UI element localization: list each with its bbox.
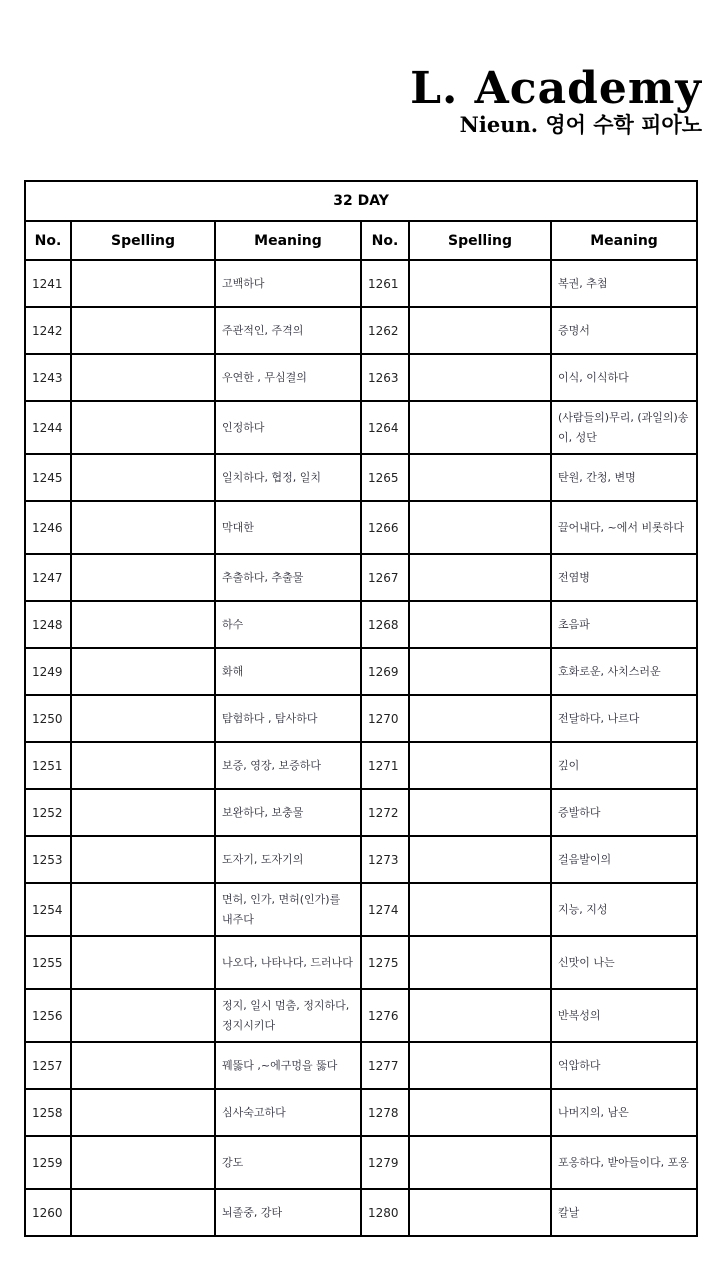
right-number-cell: 1279 [361, 1136, 409, 1189]
table-row [25, 648, 697, 695]
left-number-cell: 1255 [25, 936, 71, 989]
left-number-cell: 1244 [25, 401, 71, 454]
table-row [25, 989, 697, 1042]
right-spelling-cell [409, 601, 551, 648]
left-meaning-cell: 뇌졸중, 강타 [215, 1189, 361, 1236]
header-no-right: No. [361, 221, 409, 260]
left-meaning-cell: 강도 [215, 1136, 361, 1189]
right-meaning-cell: 전염병 [551, 554, 697, 601]
left-spelling-cell [71, 354, 215, 401]
left-number-cell: 1258 [25, 1089, 71, 1136]
left-meaning-cell: 하수 [215, 601, 361, 648]
left-number-cell: 1246 [25, 501, 71, 554]
right-spelling-cell [409, 501, 551, 554]
logo-title: L. Academy [410, 63, 702, 114]
right-meaning-cell: 나머지의, 남은 [551, 1089, 697, 1136]
left-spelling-cell [71, 742, 215, 789]
left-meaning-cell: 우연한 , 무심결의 [215, 354, 361, 401]
table-row [25, 601, 697, 648]
left-meaning-cell: 일치하다, 협정, 일치 [215, 454, 361, 501]
right-meaning-cell: 억압하다 [551, 1042, 697, 1089]
header-spelling-left: Spelling [71, 221, 215, 260]
left-number-cell: 1253 [25, 836, 71, 883]
left-meaning-cell: 주관적인, 주격의 [215, 307, 361, 354]
right-spelling-cell [409, 1189, 551, 1236]
left-spelling-cell [71, 695, 215, 742]
left-spelling-cell [71, 936, 215, 989]
right-meaning-cell: 초음파 [551, 601, 697, 648]
academy-logo [402, 63, 702, 138]
table-row [25, 883, 697, 936]
header-spelling-right: Spelling [409, 221, 551, 260]
left-number-cell: 1254 [25, 883, 71, 936]
right-meaning-cell: 호화로운, 사치스러운 [551, 648, 697, 695]
left-number-cell: 1243 [25, 354, 71, 401]
right-meaning-cell: 깊이 [551, 742, 697, 789]
left-number-cell: 1250 [25, 695, 71, 742]
right-number-cell: 1272 [361, 789, 409, 836]
left-spelling-cell [71, 260, 215, 307]
left-spelling-cell [71, 989, 215, 1042]
right-number-cell: 1261 [361, 260, 409, 307]
left-number-cell: 1256 [25, 989, 71, 1042]
table-row [25, 1042, 697, 1089]
right-number-cell: 1269 [361, 648, 409, 695]
right-number-cell: 1271 [361, 742, 409, 789]
left-meaning-cell: 보증, 영장, 보증하다 [215, 742, 361, 789]
left-spelling-cell [71, 601, 215, 648]
left-spelling-cell [71, 501, 215, 554]
left-meaning-cell: 고백하다 [215, 260, 361, 307]
right-spelling-cell [409, 936, 551, 989]
left-meaning-cell: 보완하다, 보충물 [215, 789, 361, 836]
right-spelling-cell [409, 883, 551, 936]
right-spelling-cell [409, 648, 551, 695]
right-spelling-cell [409, 836, 551, 883]
right-spelling-cell [409, 454, 551, 501]
header-meaning-left: Meaning [215, 221, 361, 260]
left-meaning-cell: 나오다, 나타나다, 드러나다 [215, 936, 361, 989]
table-row [25, 1136, 697, 1189]
left-spelling-cell [71, 789, 215, 836]
right-number-cell: 1280 [361, 1189, 409, 1236]
table-title: 32 DAY [25, 181, 697, 221]
left-number-cell: 1245 [25, 454, 71, 501]
left-number-cell: 1259 [25, 1136, 71, 1189]
left-number-cell: 1248 [25, 601, 71, 648]
left-meaning-cell: 도자기, 도자기의 [215, 836, 361, 883]
left-meaning-cell: 막대한 [215, 501, 361, 554]
right-number-cell: 1265 [361, 454, 409, 501]
right-number-cell: 1278 [361, 1089, 409, 1136]
right-spelling-cell [409, 989, 551, 1042]
right-number-cell: 1264 [361, 401, 409, 454]
right-number-cell: 1273 [361, 836, 409, 883]
table-row [25, 836, 697, 883]
right-meaning-cell: 이식, 이식하다 [551, 354, 697, 401]
left-spelling-cell [71, 1089, 215, 1136]
left-spelling-cell [71, 1042, 215, 1089]
right-spelling-cell [409, 401, 551, 454]
right-spelling-cell [409, 1042, 551, 1089]
right-meaning-cell: 지능, 지성 [551, 883, 697, 936]
table-row [25, 742, 697, 789]
left-spelling-cell [71, 1189, 215, 1236]
right-meaning-cell: 끌어내다, ~에서 비롯하다 [551, 501, 697, 554]
table-row [25, 307, 697, 354]
right-number-cell: 1274 [361, 883, 409, 936]
logo-subtitle: Nieun. 영어 수학 피아노 [459, 112, 702, 137]
vocabulary-table [24, 180, 698, 1237]
left-number-cell: 1249 [25, 648, 71, 695]
right-spelling-cell [409, 789, 551, 836]
left-number-cell: 1242 [25, 307, 71, 354]
left-meaning-cell: 면허, 인가, 면허(인가)를 내주다 [215, 883, 361, 936]
table-row [25, 354, 697, 401]
right-spelling-cell [409, 554, 551, 601]
right-meaning-cell: (사람들의)무리, (과일의)송이, 성단 [551, 401, 697, 454]
right-number-cell: 1266 [361, 501, 409, 554]
right-spelling-cell [409, 354, 551, 401]
right-number-cell: 1267 [361, 554, 409, 601]
table-row [25, 401, 697, 454]
left-meaning-cell: 인정하다 [215, 401, 361, 454]
left-spelling-cell [71, 454, 215, 501]
right-meaning-cell: 증명서 [551, 307, 697, 354]
right-spelling-cell [409, 260, 551, 307]
left-meaning-cell: 심사숙고하다 [215, 1089, 361, 1136]
right-meaning-cell: 탄원, 간청, 변명 [551, 454, 697, 501]
right-meaning-cell: 전달하다, 나르다 [551, 695, 697, 742]
header-row [25, 221, 697, 260]
left-spelling-cell [71, 836, 215, 883]
table-row [25, 936, 697, 989]
right-number-cell: 1262 [361, 307, 409, 354]
right-number-cell: 1270 [361, 695, 409, 742]
right-meaning-cell: 포옹하다, 받아들이다, 포옹 [551, 1136, 697, 1189]
table-row [25, 554, 697, 601]
header-meaning-right: Meaning [551, 221, 697, 260]
right-spelling-cell [409, 307, 551, 354]
right-meaning-cell: 복권, 추첨 [551, 260, 697, 307]
right-spelling-cell [409, 742, 551, 789]
table-row [25, 789, 697, 836]
left-spelling-cell [71, 307, 215, 354]
left-spelling-cell [71, 883, 215, 936]
table-row [25, 260, 697, 307]
right-number-cell: 1277 [361, 1042, 409, 1089]
left-meaning-cell: 화해 [215, 648, 361, 695]
left-number-cell: 1251 [25, 742, 71, 789]
left-meaning-cell: 정지, 일시 멈춤, 정지하다, 정지시키다 [215, 989, 361, 1042]
right-number-cell: 1275 [361, 936, 409, 989]
right-meaning-cell: 걸음발이의 [551, 836, 697, 883]
left-number-cell: 1257 [25, 1042, 71, 1089]
right-spelling-cell [409, 1136, 551, 1189]
left-spelling-cell [71, 1136, 215, 1189]
header-no-left: No. [25, 221, 71, 260]
left-spelling-cell [71, 648, 215, 695]
left-meaning-cell: 추출하다, 추출물 [215, 554, 361, 601]
right-number-cell: 1276 [361, 989, 409, 1042]
right-meaning-cell: 칼날 [551, 1189, 697, 1236]
right-meaning-cell: 신맛이 나는 [551, 936, 697, 989]
right-meaning-cell: 반복성의 [551, 989, 697, 1042]
table-row [25, 501, 697, 554]
left-number-cell: 1247 [25, 554, 71, 601]
right-number-cell: 1263 [361, 354, 409, 401]
left-number-cell: 1260 [25, 1189, 71, 1236]
right-meaning-cell: 증발하다 [551, 789, 697, 836]
right-spelling-cell [409, 695, 551, 742]
left-spelling-cell [71, 554, 215, 601]
left-meaning-cell: 탐험하다 , 탐사하다 [215, 695, 361, 742]
left-spelling-cell [71, 401, 215, 454]
left-meaning-cell: 꿰뚫다 ,~에구멍을 뚫다 [215, 1042, 361, 1089]
right-spelling-cell [409, 1089, 551, 1136]
left-number-cell: 1252 [25, 789, 71, 836]
table-row [25, 695, 697, 742]
table-row [25, 454, 697, 501]
table-row [25, 1089, 697, 1136]
right-number-cell: 1268 [361, 601, 409, 648]
left-number-cell: 1241 [25, 260, 71, 307]
table-row [25, 1189, 697, 1236]
